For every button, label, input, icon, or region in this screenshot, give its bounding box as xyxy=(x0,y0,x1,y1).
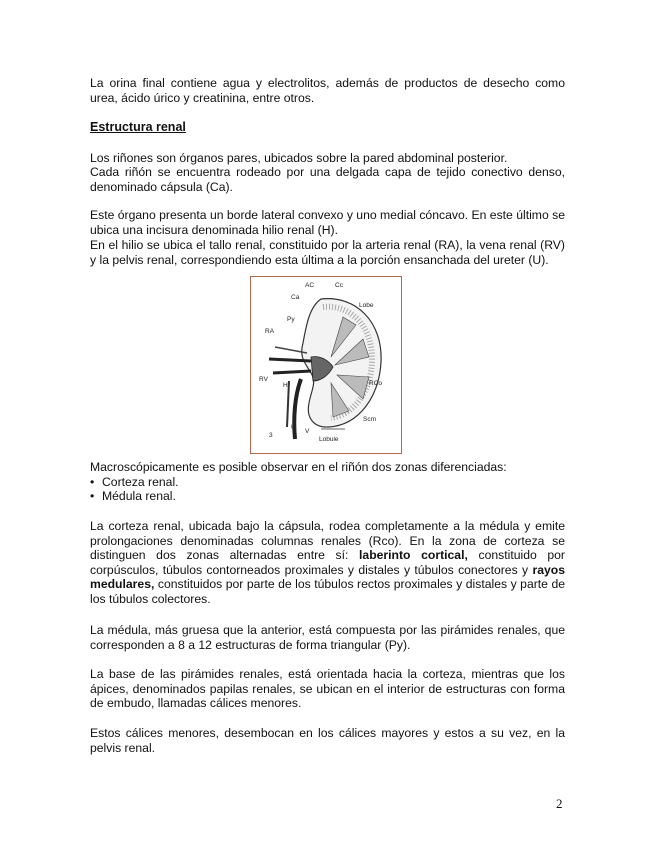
term-medullary-rays: rayos medulares, xyxy=(90,562,565,592)
section-heading: Estructura renal xyxy=(90,120,186,134)
paragraph-calyces: Estos cálices menores, desembocan en los cálices mayores y estos a su vez, en la pelvis renal. xyxy=(90,726,565,755)
text-run: constituidos por parte de los túbulos rectos proximales y distales y parte de los túbulos colectores. xyxy=(90,577,565,606)
page-number: 2 xyxy=(556,796,563,811)
paragraph-kidneys: Los riñones son órganos pares, ubicados sobre la pared abdominal posterior. xyxy=(90,151,508,165)
label-ca: Ca xyxy=(291,294,300,301)
paragraph-capsule: Cada riñón se encuentra rodeado por una delgada capa de tejido conectivo denso, denominado cápsula (Ca). xyxy=(90,165,565,194)
label-lobule: Lobule xyxy=(319,436,339,443)
paragraph-pyramid-base: La base de las pirámides renales, está orientada hacia la corteza, mientras que los ápices, denominados papilas renales, se ubican en el interior de estructuras con forma de embudo, llamadas cálices menores. xyxy=(90,667,565,711)
paragraph-zones: Macroscópicamente es posible observar en el riñón dos zonas diferenciadas: xyxy=(90,460,507,474)
label-rv: RV xyxy=(259,376,268,383)
bullet: • xyxy=(90,489,95,503)
label-lobe: Lobe xyxy=(359,302,374,309)
label-cc: Cc xyxy=(335,282,343,289)
list-item-cortex xyxy=(90,475,179,490)
label-ra: RA xyxy=(265,328,275,335)
term-cortical-labyrinth: laberinto cortical, xyxy=(359,548,468,563)
label-h: H xyxy=(283,382,288,389)
label-py: Py xyxy=(287,316,295,323)
label-rco: RCo xyxy=(369,380,383,387)
text-run: La corteza renal, ubicada bajo la cápsula, rodea completamente a la médula y emite prolongaciones denominadas columnas renales (Rco). En la zona de corteza se distinguen dos zonas alternadas entre sí: xyxy=(90,519,565,563)
label-sc: Scm xyxy=(363,416,376,423)
label-u: U xyxy=(291,424,296,431)
paragraph-hilum: En el hilio se ubica el tallo renal, constituido por la arteria renal (RA), la vena renal (RV) y la pelvis renal, correspondiendo esta última a la porción ensanchada del ureter (U). xyxy=(90,238,565,267)
label-ac: AC xyxy=(305,282,315,289)
kidney-figure xyxy=(250,276,402,454)
label-v: V xyxy=(305,428,310,435)
kidney-drawing xyxy=(251,277,401,453)
paragraph-urine: La orina final contiene agua y electrolitos, además de productos de desecho como urea, ácido úrico y creatinina, entre otros. xyxy=(90,76,565,105)
paragraph-medulla: La médula, más gruesa que la anterior, está compuesta por las pirámides renales, que corresponden a 8 a 12 estructuras de forma triangular (Py). xyxy=(90,623,565,652)
list-item-medulla xyxy=(90,489,176,504)
list-item-label: Médula renal. xyxy=(102,489,176,503)
label-figure-number: 3 xyxy=(269,432,273,439)
list-item-label: Corteza renal. xyxy=(102,475,179,489)
text-run: constituido por corpúsculos, túbulos contorneados proximales y distales y túbulos conectores y xyxy=(90,548,565,577)
paragraph-borders: Este órgano presenta un borde lateral convexo y uno medial cóncavo. En este último se ubica una incisura denominada hilio renal (H). xyxy=(90,208,565,237)
bullet: • xyxy=(90,475,95,489)
paragraph-cortex xyxy=(90,519,565,607)
